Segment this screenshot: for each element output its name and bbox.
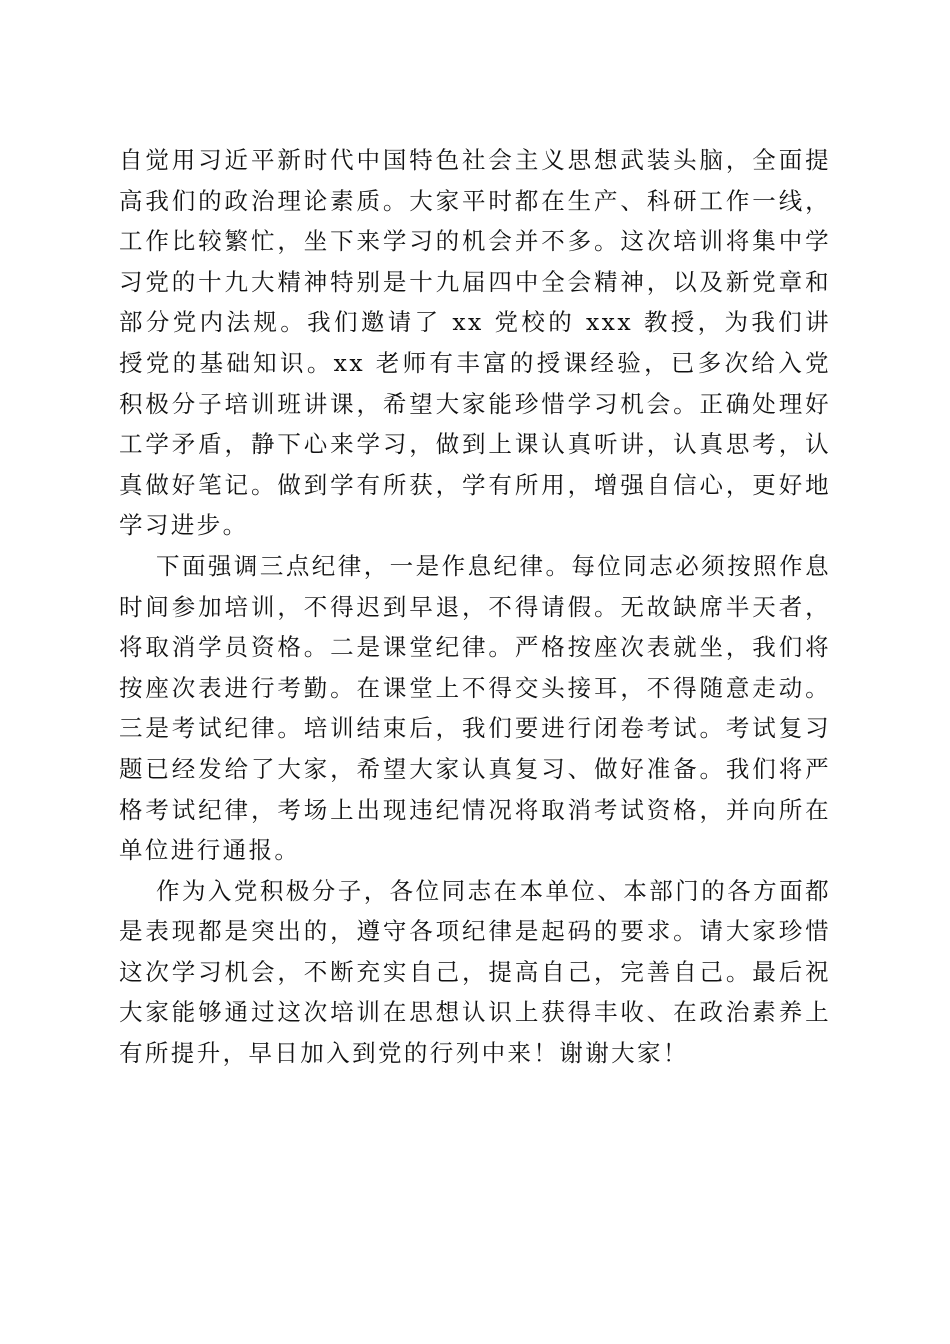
document-body (119, 140, 831, 1074)
paragraph-continuation: 自觉用习近平新时代中国特色社会主义思想武装头脑，全面提高我们的政治理论素质。大家平时都在生产、科研工作一线，工作比较繁忙，坐下来学习的机会并不多。这次培训将集中学习党的十九大精神特别是十九届四中全会精神，以及新党章和部分党内法规。我们邀请了 xx 党校的 xxx 教授，为我们讲授党的基础知识。xx 老师有丰富的授课经验，已多次给入党积极分子培训班讲课，希望大家能珍惜学习机会。正确处理好工学矛盾，静下心来学习，做到上课认真听讲，认真思考，认真做好笔记。做到学有所获，学有所用，增强自信心，更好地学习进步。 (119, 146, 831, 540)
paragraph-closing: 作为入党积极分子，各位同志在本单位、本部门的各方面都是表现都是突出的，遵守各项纪律是起码的要求。请大家珍惜这次学习机会，不断充实自己，提高自己，完善自己。最后祝大家能够通过这次培训在思想认识上获得丰收、在政治素养上有所提升，早日加入到党的行列中来！谢谢大家！ (119, 876, 831, 1068)
paragraph-discipline: 下面强调三点纪律，一是作息纪律。每位同志必须按照作息时间参加培训，不得迟到早退，不得请假。无故缺席半天者，将取消学员资格。二是课堂纪律。严格按座次表就坐，我们将按座次表进行考勤。在课堂上不得交头接耳，不得随意走动。三是考试纪律。培训结束后，我们要进行闭卷考试。考试复习题已经发给了大家，希望大家认真复习、做好准备。我们将严格考试纪律，考场上出现违纪情况将取消考试资格，并向所在单位进行通报。 (119, 551, 831, 865)
